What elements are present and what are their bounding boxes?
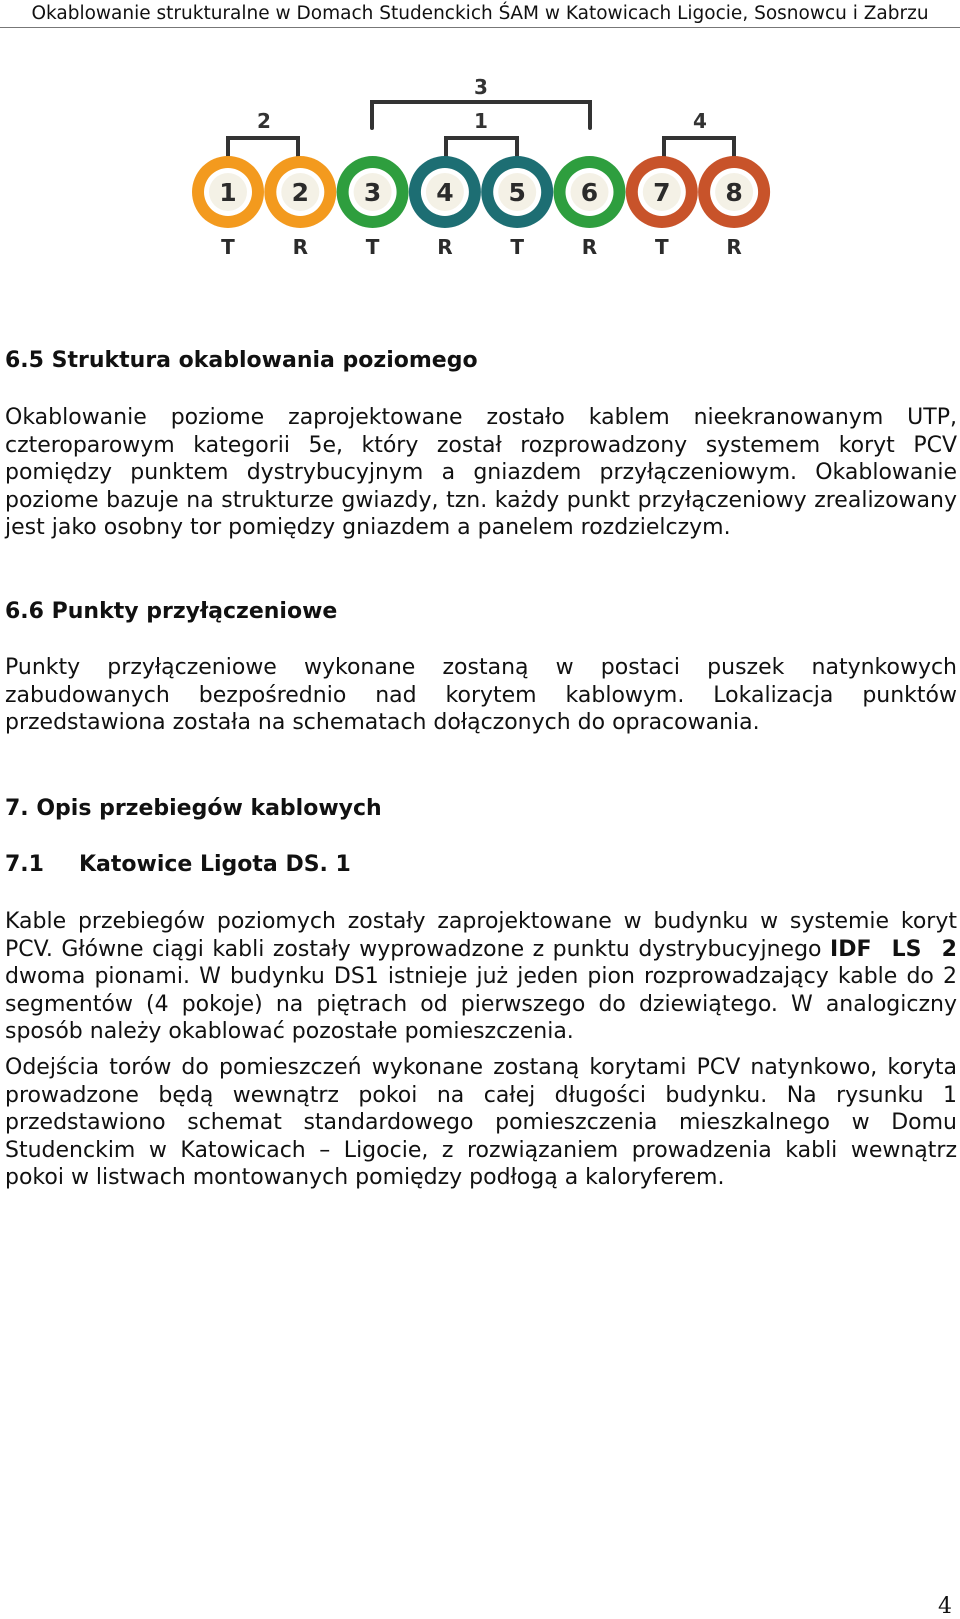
pin-7-number: 7 <box>653 178 671 207</box>
section-7-1-text <box>5 908 957 1046</box>
pair-number-4: 4 <box>693 109 707 133</box>
pair-number-2: 2 <box>257 109 271 133</box>
pin-1-number: 1 <box>219 178 237 207</box>
pin-6-type-label: R <box>581 235 598 259</box>
section-7-1-number: 7.1 <box>5 852 44 877</box>
pin-8-type-label: R <box>726 235 742 259</box>
pin-5-type-label: T <box>510 235 525 259</box>
pin-4 <box>409 156 481 259</box>
section-6-6-heading: 6.6 Punkty przyłączeniowe <box>5 599 338 624</box>
section-6-5-text: Okablowanie poziome zaprojektowane zostało kablem nieekranowanym UTP, czteroparowym kategorii 5e, który został rozprowadzony systemem koryt PCV pomiędzy punktem dystrybucyjnym a gniazdem przyłączeniowym. Okablowanie poziome bazuje na strukturze gwiazdy, tzn. każdy punkt przyłączeniowy zrealizowany jest jako osobny tor pomiędzy gniazdem a panelem rozdzielczym. <box>5 405 957 541</box>
pin-7 <box>626 156 698 259</box>
distribution-point-term: IDF LS 2 <box>830 936 957 962</box>
section-6-5-heading: 6.5 Struktura okablowania poziomego <box>5 348 478 373</box>
pin-1-type-label: T <box>221 235 235 259</box>
pin-2-type-label: R <box>292 235 309 259</box>
pin-3 <box>337 156 409 259</box>
document-header: Okablowanie strukturalne w Domach Studenckich ŚAM w Katowicach Ligocie, Sosnowcu i Zabrzu <box>0 0 960 28</box>
pair-number-3: 3 <box>474 75 488 99</box>
pin-6-number: 6 <box>580 178 599 207</box>
pin-4-type-label: R <box>437 235 453 259</box>
pin-4-number: 4 <box>436 178 454 207</box>
rj45-pinout-diagram <box>0 60 960 260</box>
section-7-1-title: Katowice Ligota DS. 1 <box>78 852 351 877</box>
pin-2-number: 2 <box>291 178 310 207</box>
pin-3-type-label: T <box>365 235 380 259</box>
pair-bracket-2 <box>228 109 298 158</box>
section-7-1-text-part-a: Kable przebiegów poziomych zostały zaprojektowane w budynku w systemie koryt PCV. Główne ciągi kabli zostały wyprowadzone z punktu dystrybucyjnego <box>5 909 957 962</box>
pin-1 <box>192 156 264 259</box>
pin-8 <box>698 156 770 259</box>
pair-number-1: 1 <box>474 109 488 133</box>
pin-6 <box>554 156 626 259</box>
pin-3-number: 3 <box>363 178 382 207</box>
pin-row <box>192 156 770 259</box>
section-7-1-text-part-b: dwoma pionami. W budynku DS1 istnieje już jeden pion rozprowadzający kable do 2 segmentów (4 pokoje) na piętrach od pierwszego do dziewiątego. W analogiczny sposób należy okablować pozostałe pomieszczenia. <box>5 964 957 1045</box>
pin-5-number: 5 <box>508 178 526 207</box>
section-6-6-text: Punkty przyłączeniowe wykonane zostaną w postaci puszek natynkowych zabudowanych bezpośrednio nad korytem kablowym. Lokalizacja punktów przedstawiona została na schematach dołączonych do opracowania. <box>5 655 957 736</box>
pin-7-type-label: T <box>654 235 669 259</box>
pair-bracket-4 <box>664 109 734 158</box>
section-7-heading: 7. Opis przebiegów kablowych <box>5 796 382 821</box>
pin-5 <box>481 156 553 259</box>
pin-2 <box>264 156 336 259</box>
pin-8-number: 8 <box>725 178 743 207</box>
pair-bracket-1 <box>446 109 517 158</box>
section-7-1-heading <box>5 851 351 879</box>
page-number: 4 <box>938 1594 952 1619</box>
section-7-1-text-continued: Odejścia torów do pomieszczeń wykonane zostaną korytami PCV natynkowo, koryta prowadzone będą wewnątrz pokoi na całej długości budynku. Na rysunku 1 przedstawiono schemat standardowego pomieszczenia mieszkalnego w Domu Studenckim w Katowicach – Ligocie, z rozwiązaniem prowadzenia kabli wewnątrz pokoi w listwach montowanych pomiędzy podłogą a kaloryferem. <box>5 1055 957 1191</box>
